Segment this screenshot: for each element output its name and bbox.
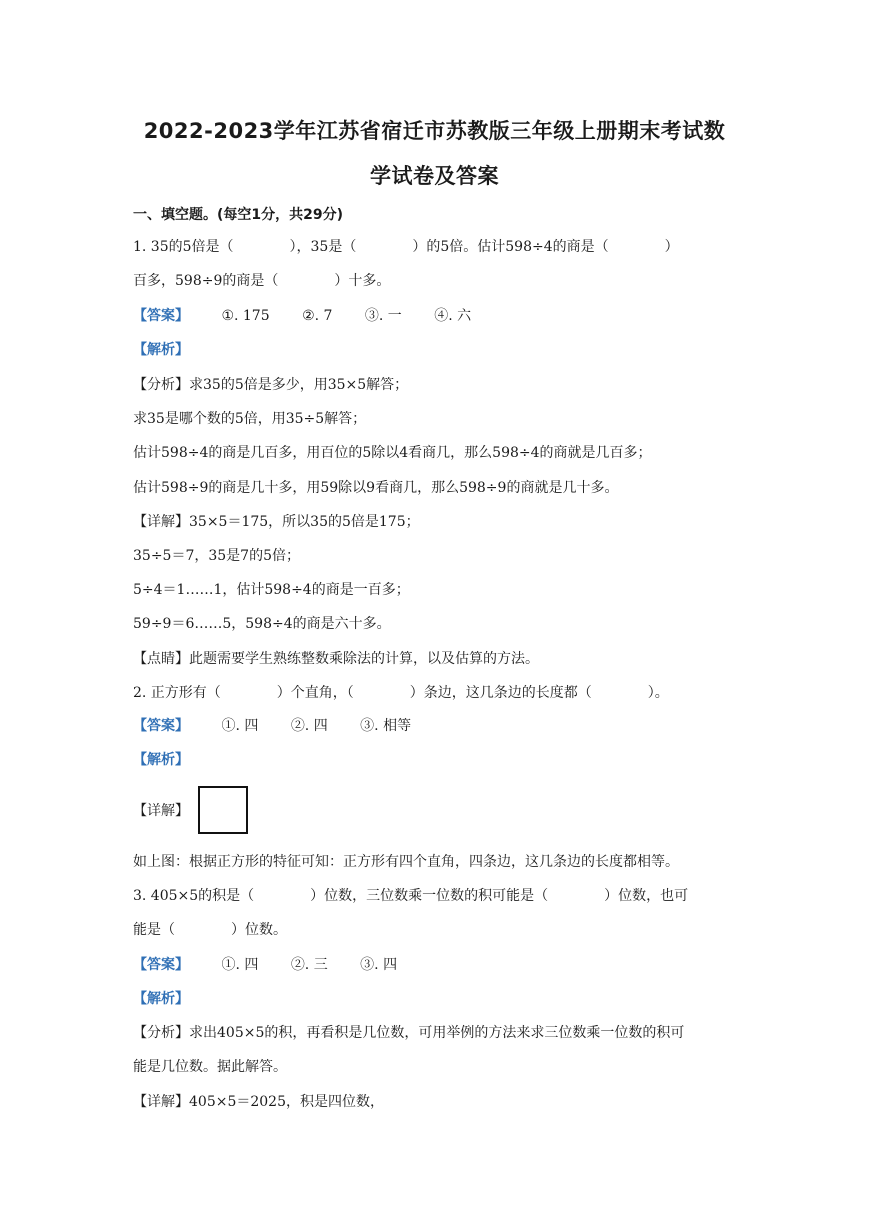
page-title-line2: 学试卷及答案 [370, 164, 499, 188]
q1-text-line: 【分析】求35的5倍是多少，用35×5解答； [133, 377, 409, 393]
q1-text-line: 35÷5＝7，35是7的5倍； [133, 548, 300, 564]
q1-text-line: 求35是哪个数的5倍，用35÷5解答； [133, 411, 367, 427]
answer-item: ②. 四 [290, 718, 328, 734]
answer-item: ③. 相等 [360, 718, 412, 734]
answer-item: ①. 四 [221, 957, 259, 973]
q1-text-line: 【点睛】此题需要学生熟练整数乘除法的计算，以及估算的方法。 [133, 651, 539, 667]
detail-tag-q2: 【详解】 [133, 803, 189, 819]
square-figure [198, 786, 248, 834]
page-title-line1: 2022-2023学年江苏省宿迁市苏教版三年级上册期末考试数 [143, 119, 726, 143]
analysis-tag-q3: 【解析】 [133, 991, 189, 1007]
answer-row-q2 [133, 717, 743, 735]
q3-text-line: 能是几位数。据此解答。 [133, 1059, 287, 1075]
analysis-tag-q2: 【解析】 [133, 752, 189, 768]
question-3-line-2: 能是（ ）位数。 [133, 922, 287, 938]
q1-text-line: 估计598÷9的商是几十多，用59除以9看商几，那么598÷9的商就是几十多。 [133, 480, 619, 496]
question-1-line-2: 百多，598÷9的商是（ ）十多。 [133, 273, 391, 289]
q2-explanation: 如上图：根据正方形的特征可知：正方形有四个直角，四条边，这几条边的长度都相等。 [133, 854, 679, 870]
answer-row-q3 [133, 956, 743, 974]
analysis-tag-q1: 【解析】 [133, 342, 189, 358]
answer-item: ④. 六 [434, 308, 472, 324]
question-1-line-1: 1. 35的5倍是（ ），35是（ ）的5倍。估计598÷4的商是（ ） [133, 239, 679, 255]
q1-text-line: 估计598÷4的商是几百多，用百位的5除以4看商几，那么598÷4的商就是几百多； [133, 445, 652, 461]
answer-item: ①. 175 [221, 308, 270, 324]
section-heading: 一、填空题。(每空1分，共29分) [133, 207, 344, 223]
answer-item: ①. 四 [221, 718, 259, 734]
q3-text-line: 【分析】求出405×5的积，再看积是几位数，可用举例的方法来求三位数乘一位数的积可 [133, 1025, 685, 1041]
answer-item: ②. 7 [302, 308, 333, 324]
answer-item: ③. 四 [360, 957, 398, 973]
question-2-line-1: 2. 正方形有（ ）个直角，（ ）条边，这几条边的长度都（ ）。 [133, 685, 669, 701]
answer-tag: 【答案】 [133, 308, 189, 324]
q1-text-line: 5÷4＝1……1，估计598÷4的商是一百多； [133, 582, 410, 598]
answer-item: ②. 三 [290, 957, 328, 973]
q3-text-line: 【详解】405×5＝2025，积是四位数， [133, 1094, 384, 1110]
q1-text-line: 59÷9＝6……5，598÷4的商是六十多。 [133, 616, 391, 632]
answer-tag: 【答案】 [133, 718, 189, 734]
q1-text-line: 【详解】35×5＝175，所以35的5倍是175； [133, 514, 420, 530]
question-3-line-1: 3. 405×5的积是（ ）位数，三位数乘一位数的积可能是（ ）位数，也可 [133, 888, 689, 904]
answer-tag: 【答案】 [133, 957, 189, 973]
answer-row-q1 [133, 307, 743, 325]
answer-item: ③. 一 [364, 308, 402, 324]
